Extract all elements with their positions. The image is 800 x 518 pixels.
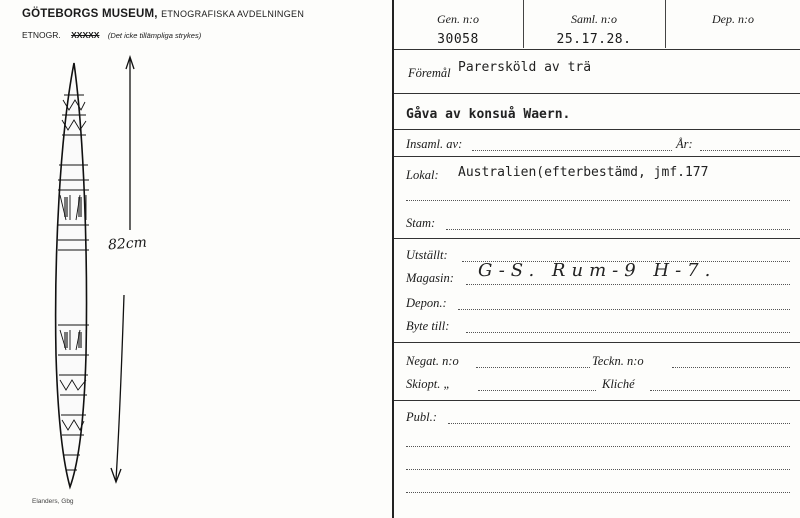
etnogr-label: ETNOGR. <box>22 30 61 40</box>
publ-dots <box>448 423 790 424</box>
byte-dots <box>466 332 790 333</box>
depon-dots <box>458 309 790 310</box>
depon-label: Depon.: <box>406 296 447 310</box>
lokal-dots <box>406 200 790 201</box>
insaml-dots <box>472 150 672 151</box>
gen-cell <box>394 0 522 48</box>
magasin-dots <box>466 284 790 285</box>
row-rule <box>394 342 800 343</box>
shield-drawing <box>40 55 140 495</box>
row-rule <box>394 400 800 401</box>
negat-dots <box>476 367 590 368</box>
negat-label: Negat. n:o <box>406 354 459 368</box>
stam-dots <box>446 229 790 230</box>
struck-text: XXXXX <box>71 30 100 40</box>
skiopt-label: Skiopt. „ <box>406 377 451 391</box>
card-divider <box>392 0 394 518</box>
row-rule <box>394 49 800 50</box>
row-rule <box>394 129 800 130</box>
foremal-value: Parersköld av trä <box>458 60 592 75</box>
publ-label: Publ.: <box>406 410 437 424</box>
lokal-value: Australien(efterbestämd, jmf.177 <box>458 165 709 180</box>
byte-label: Byte till: <box>406 319 450 333</box>
utstallt-label: Utställt: <box>406 248 448 262</box>
row-rule <box>394 156 800 157</box>
saml-cell <box>524 0 664 48</box>
foremal-label: Föremål <box>408 66 451 80</box>
dep-label: Dep. n:o <box>712 12 754 26</box>
kliche-dots <box>650 390 790 391</box>
museum-name: GÖTEBORGS MUSEUM, <box>22 8 158 20</box>
printer-imprint: Elanders, Gbg <box>32 498 74 505</box>
length-measurement: 82cm <box>107 234 148 254</box>
skiopt-dots <box>478 390 596 391</box>
saml-label: Saml. n:o <box>571 12 617 26</box>
etnogr-line <box>22 30 201 40</box>
row-rule <box>394 238 800 239</box>
teckn-label: Teckn. n:o <box>592 354 644 368</box>
gen-label: Gen. n:o <box>437 12 479 26</box>
lokal-label: Lokal: <box>406 168 439 182</box>
ar-label: År: <box>676 137 693 151</box>
gift-text: Gåva av konsuå Waern. <box>406 107 571 122</box>
row-rule <box>394 93 800 94</box>
museum-header <box>22 8 304 20</box>
teckn-dots <box>672 367 790 368</box>
insaml-label: Insaml. av: <box>406 137 463 151</box>
publ-dots <box>406 469 790 470</box>
stam-label: Stam: <box>406 216 436 230</box>
gen-value: 30058 <box>437 32 479 47</box>
publ-dots <box>406 492 790 493</box>
kliche-label: Kliché <box>602 377 635 391</box>
magasin-label: Magasin: <box>406 271 454 285</box>
publ-dots <box>406 446 790 447</box>
department-name: ETNOGRAFISKA AVDELNINGEN <box>161 9 305 19</box>
magasin-value: G-S. Rum-9 H-7. <box>478 260 717 281</box>
number-row <box>394 0 800 50</box>
dep-cell <box>666 0 800 48</box>
ar-dots <box>700 150 790 151</box>
strike-note: (Det icke tillämpliga strykes) <box>107 31 202 40</box>
saml-value: 25.17.28. <box>556 32 632 47</box>
